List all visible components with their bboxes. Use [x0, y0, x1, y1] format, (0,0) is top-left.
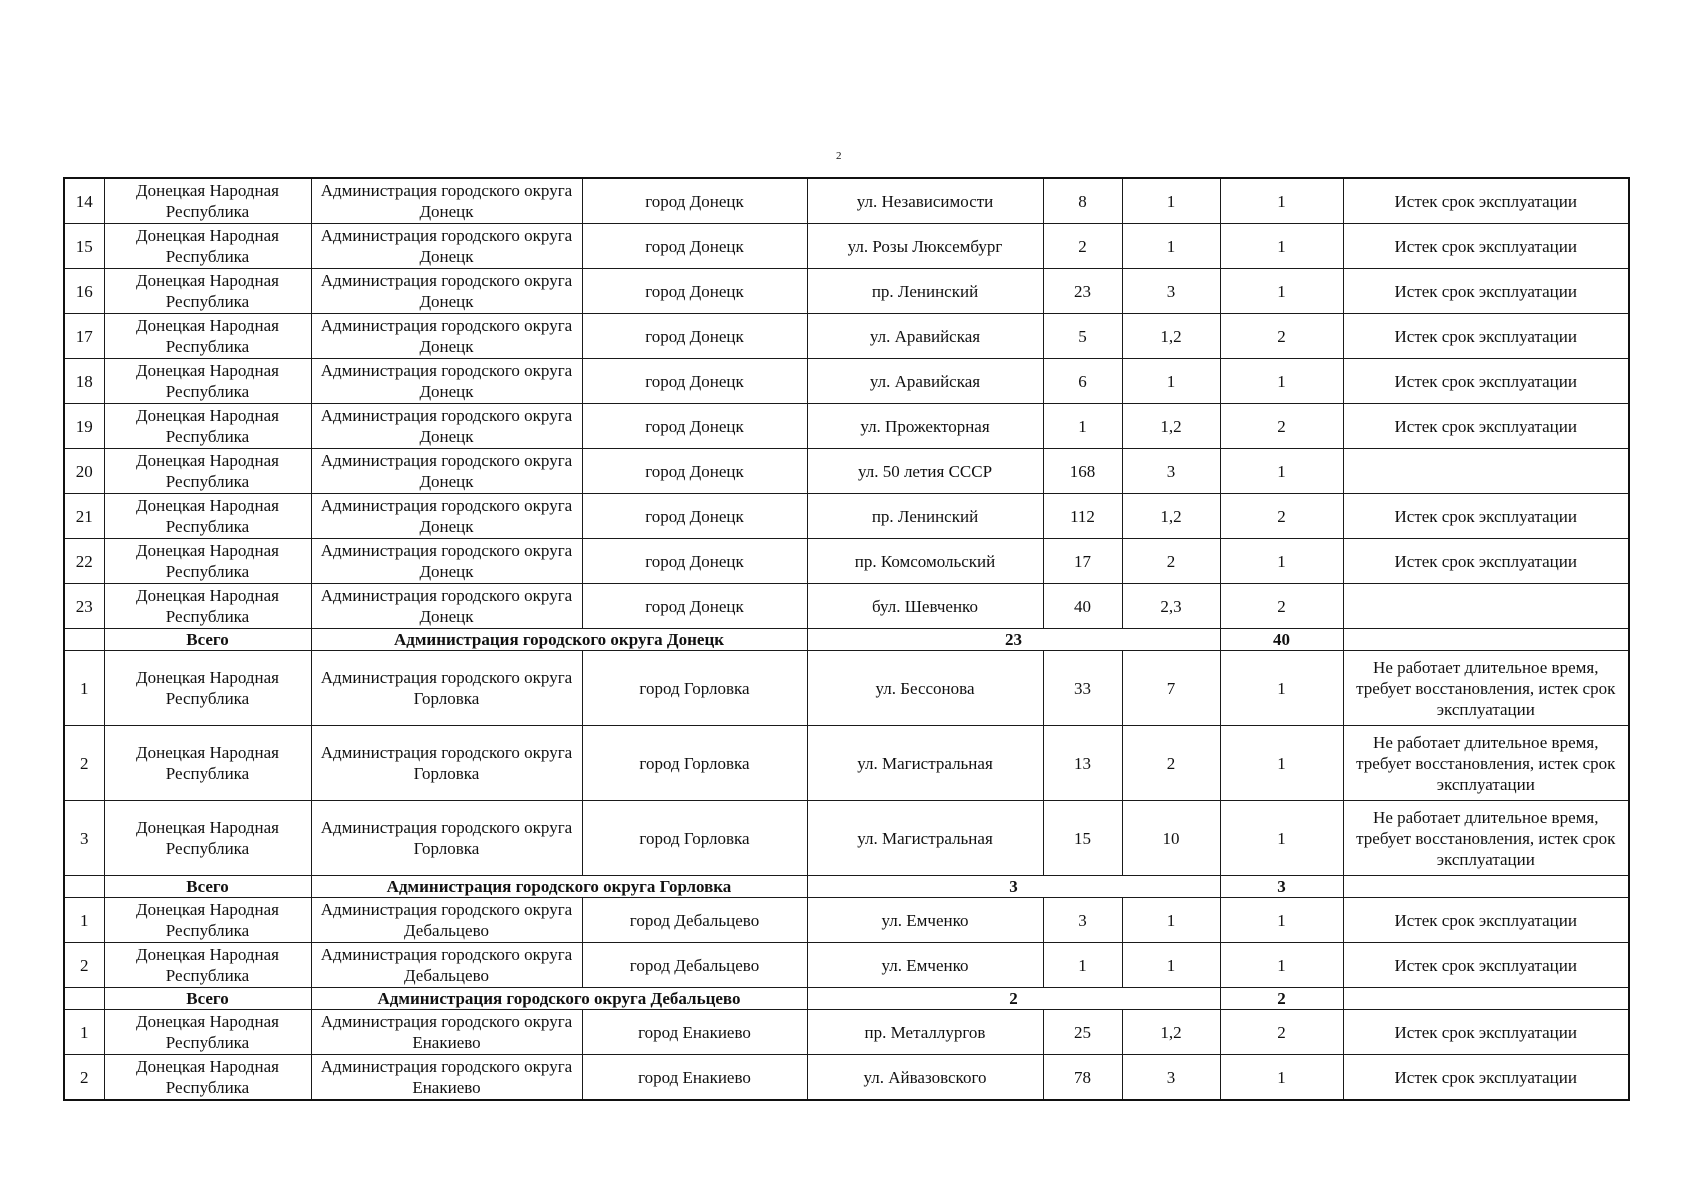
row-number: 14 [64, 178, 104, 224]
street-cell: ул. Независимости [807, 178, 1043, 224]
street-cell: ул. Магистральная [807, 726, 1043, 801]
table-row [64, 178, 1629, 224]
house-number-cell: 5 [1043, 314, 1122, 359]
note-cell: Истек срок эксплуатации [1343, 178, 1629, 224]
administration-cell: Администрация городского округа Горловка [311, 801, 582, 876]
total-row [64, 629, 1629, 651]
city-cell: город Дебальцево [582, 898, 807, 943]
house-number-cell: 15 [1043, 801, 1122, 876]
street-cell: ул. 50 летия СССР [807, 449, 1043, 494]
total-count: 40 [1220, 629, 1343, 651]
house-number-cell: 17 [1043, 539, 1122, 584]
entrance-cell: 2,3 [1122, 584, 1220, 629]
row-number: 16 [64, 269, 104, 314]
administration-cell: Администрация городского округа Донецк [311, 494, 582, 539]
street-cell: ул. Аравийская [807, 359, 1043, 404]
table-row [64, 314, 1629, 359]
total-blank-cell [64, 629, 104, 651]
row-number: 1 [64, 898, 104, 943]
elevator-count-cell: 1 [1220, 178, 1343, 224]
administration-cell: Администрация городского округа Донецк [311, 359, 582, 404]
house-number-cell: 13 [1043, 726, 1122, 801]
row-number: 2 [64, 1055, 104, 1101]
total-label: Всего [104, 876, 311, 898]
elevator-count-cell: 2 [1220, 584, 1343, 629]
elevator-count-cell: 2 [1220, 404, 1343, 449]
city-cell: город Донецк [582, 539, 807, 584]
entrance-cell: 7 [1122, 651, 1220, 726]
table-row [64, 539, 1629, 584]
row-number: 15 [64, 224, 104, 269]
row-number: 3 [64, 801, 104, 876]
row-number: 1 [64, 651, 104, 726]
street-cell: пр. Ленинский [807, 494, 1043, 539]
city-cell: город Донецк [582, 494, 807, 539]
street-cell: ул. Емченко [807, 898, 1043, 943]
total-admin: Администрация городского округа Донецк [311, 629, 807, 651]
street-cell: бул. Шевченко [807, 584, 1043, 629]
house-number-cell: 8 [1043, 178, 1122, 224]
elevator-registry-table [63, 177, 1630, 1101]
table-row [64, 943, 1629, 988]
administration-cell: Администрация городского округа Донецк [311, 314, 582, 359]
region-cell: Донецкая Народная Республика [104, 539, 311, 584]
region-cell: Донецкая Народная Республика [104, 1055, 311, 1101]
administration-cell: Администрация городского округа Горловка [311, 726, 582, 801]
elevator-count-cell: 1 [1220, 943, 1343, 988]
region-cell: Донецкая Народная Республика [104, 314, 311, 359]
city-cell: город Донецк [582, 449, 807, 494]
note-cell: Не работает длительное время, требует восстановления, истек срок эксплуатации [1343, 726, 1629, 801]
house-number-cell: 112 [1043, 494, 1122, 539]
region-cell: Донецкая Народная Республика [104, 178, 311, 224]
administration-cell: Администрация городского округа Горловка [311, 651, 582, 726]
elevator-count-cell: 1 [1220, 224, 1343, 269]
administration-cell: Администрация городского округа Донецк [311, 224, 582, 269]
total-label: Всего [104, 629, 311, 651]
city-cell: город Горловка [582, 801, 807, 876]
entrance-cell: 1,2 [1122, 494, 1220, 539]
city-cell: город Донецк [582, 584, 807, 629]
table-row [64, 359, 1629, 404]
note-cell: Истек срок эксплуатации [1343, 1010, 1629, 1055]
note-cell: Не работает длительное время, требует восстановления, истек срок эксплуатации [1343, 801, 1629, 876]
total-count: 2 [1220, 988, 1343, 1010]
table-row [64, 1055, 1629, 1101]
street-cell: ул. Айвазовского [807, 1055, 1043, 1101]
city-cell: город Донецк [582, 224, 807, 269]
total-admin: Администрация городского округа Горловка [311, 876, 807, 898]
entrance-cell: 3 [1122, 1055, 1220, 1101]
total-blank-cell [64, 876, 104, 898]
row-number: 23 [64, 584, 104, 629]
row-number: 19 [64, 404, 104, 449]
entrance-cell: 1 [1122, 178, 1220, 224]
house-number-cell: 6 [1043, 359, 1122, 404]
entrance-cell: 1 [1122, 943, 1220, 988]
table-row [64, 494, 1629, 539]
total-blank-cell [64, 988, 104, 1010]
administration-cell: Администрация городского округа Енакиево [311, 1010, 582, 1055]
region-cell: Донецкая Народная Республика [104, 943, 311, 988]
note-cell: Истек срок эксплуатации [1343, 314, 1629, 359]
house-number-cell: 1 [1043, 404, 1122, 449]
elevator-count-cell: 1 [1220, 1055, 1343, 1101]
house-number-cell: 78 [1043, 1055, 1122, 1101]
row-number: 20 [64, 449, 104, 494]
administration-cell: Администрация городского округа Донецк [311, 404, 582, 449]
note-cell: Истек срок эксплуатации [1343, 359, 1629, 404]
street-cell: ул. Розы Люксембург [807, 224, 1043, 269]
page-number: 2 [836, 150, 842, 162]
note-cell: Истек срок эксплуатации [1343, 494, 1629, 539]
note-cell: Истек срок эксплуатации [1343, 943, 1629, 988]
row-number: 21 [64, 494, 104, 539]
entrance-cell: 3 [1122, 449, 1220, 494]
table-row [64, 726, 1629, 801]
region-cell: Донецкая Народная Республика [104, 801, 311, 876]
entrance-cell: 3 [1122, 269, 1220, 314]
region-cell: Донецкая Народная Республика [104, 359, 311, 404]
table-row [64, 449, 1629, 494]
street-cell: ул. Прожекторная [807, 404, 1043, 449]
elevator-count-cell: 1 [1220, 539, 1343, 584]
city-cell: город Донецк [582, 359, 807, 404]
region-cell: Донецкая Народная Республика [104, 404, 311, 449]
city-cell: город Донецк [582, 404, 807, 449]
house-number-cell: 1 [1043, 943, 1122, 988]
house-number-cell: 23 [1043, 269, 1122, 314]
entrance-cell: 2 [1122, 726, 1220, 801]
house-number-cell: 3 [1043, 898, 1122, 943]
administration-cell: Администрация городского округа Дебальцево [311, 943, 582, 988]
note-cell: Истек срок эксплуатации [1343, 269, 1629, 314]
row-number: 2 [64, 943, 104, 988]
total-row [64, 988, 1629, 1010]
region-cell: Донецкая Народная Республика [104, 269, 311, 314]
city-cell: город Енакиево [582, 1055, 807, 1101]
table-row [64, 269, 1629, 314]
note-cell: Истек срок эксплуатации [1343, 404, 1629, 449]
elevator-count-cell: 2 [1220, 1010, 1343, 1055]
region-cell: Донецкая Народная Республика [104, 651, 311, 726]
house-number-cell: 40 [1043, 584, 1122, 629]
city-cell: город Горловка [582, 651, 807, 726]
total-note-blank [1343, 876, 1629, 898]
entrance-cell: 2 [1122, 539, 1220, 584]
region-cell: Донецкая Народная Республика [104, 898, 311, 943]
city-cell: город Донецк [582, 178, 807, 224]
total-admin: Администрация городского округа Дебальцево [311, 988, 807, 1010]
total-houses: 3 [807, 876, 1220, 898]
note-cell: Истек срок эксплуатации [1343, 539, 1629, 584]
note-cell: Истек срок эксплуатации [1343, 898, 1629, 943]
region-cell: Донецкая Народная Республика [104, 449, 311, 494]
total-count: 3 [1220, 876, 1343, 898]
table-row [64, 224, 1629, 269]
city-cell: город Донецк [582, 269, 807, 314]
street-cell: пр. Комсомольский [807, 539, 1043, 584]
region-cell: Донецкая Народная Республика [104, 584, 311, 629]
region-cell: Донецкая Народная Республика [104, 224, 311, 269]
administration-cell: Администрация городского округа Донецк [311, 269, 582, 314]
row-number: 2 [64, 726, 104, 801]
entrance-cell: 10 [1122, 801, 1220, 876]
administration-cell: Администрация городского округа Донецк [311, 584, 582, 629]
street-cell: пр. Ленинский [807, 269, 1043, 314]
note-cell: Не работает длительное время, требует восстановления, истек срок эксплуатации [1343, 651, 1629, 726]
row-number: 1 [64, 1010, 104, 1055]
street-cell: ул. Аравийская [807, 314, 1043, 359]
entrance-cell: 1,2 [1122, 1010, 1220, 1055]
entrance-cell: 1 [1122, 359, 1220, 404]
note-cell [1343, 449, 1629, 494]
total-row [64, 876, 1629, 898]
entrance-cell: 1 [1122, 224, 1220, 269]
region-cell: Донецкая Народная Республика [104, 726, 311, 801]
house-number-cell: 33 [1043, 651, 1122, 726]
table-row [64, 898, 1629, 943]
row-number: 17 [64, 314, 104, 359]
street-cell: ул. Бессонова [807, 651, 1043, 726]
note-cell: Истек срок эксплуатации [1343, 224, 1629, 269]
total-label: Всего [104, 988, 311, 1010]
table-row [64, 651, 1629, 726]
administration-cell: Администрация городского округа Донецк [311, 539, 582, 584]
elevator-count-cell: 2 [1220, 314, 1343, 359]
house-number-cell: 25 [1043, 1010, 1122, 1055]
elevator-count-cell: 1 [1220, 449, 1343, 494]
total-houses: 23 [807, 629, 1220, 651]
note-cell: Истек срок эксплуатации [1343, 1055, 1629, 1101]
elevator-count-cell: 1 [1220, 359, 1343, 404]
elevator-count-cell: 1 [1220, 801, 1343, 876]
house-number-cell: 2 [1043, 224, 1122, 269]
elevator-count-cell: 1 [1220, 898, 1343, 943]
entrance-cell: 1,2 [1122, 404, 1220, 449]
elevator-count-cell: 1 [1220, 651, 1343, 726]
administration-cell: Администрация городского округа Дебальцево [311, 898, 582, 943]
note-cell [1343, 584, 1629, 629]
city-cell: город Донецк [582, 314, 807, 359]
city-cell: город Горловка [582, 726, 807, 801]
elevator-count-cell: 1 [1220, 726, 1343, 801]
region-cell: Донецкая Народная Республика [104, 1010, 311, 1055]
row-number: 22 [64, 539, 104, 584]
administration-cell: Администрация городского округа Донецк [311, 449, 582, 494]
street-cell: ул. Магистральная [807, 801, 1043, 876]
table-row [64, 1010, 1629, 1055]
total-note-blank [1343, 988, 1629, 1010]
street-cell: ул. Емченко [807, 943, 1043, 988]
elevator-count-cell: 1 [1220, 269, 1343, 314]
entrance-cell: 1 [1122, 898, 1220, 943]
street-cell: пр. Металлургов [807, 1010, 1043, 1055]
table-row [64, 404, 1629, 449]
administration-cell: Администрация городского округа Донецк [311, 178, 582, 224]
elevator-count-cell: 2 [1220, 494, 1343, 539]
administration-cell: Администрация городского округа Енакиево [311, 1055, 582, 1101]
total-houses: 2 [807, 988, 1220, 1010]
entrance-cell: 1,2 [1122, 314, 1220, 359]
table-row [64, 584, 1629, 629]
region-cell: Донецкая Народная Республика [104, 494, 311, 539]
table-row [64, 801, 1629, 876]
house-number-cell: 168 [1043, 449, 1122, 494]
row-number: 18 [64, 359, 104, 404]
total-note-blank [1343, 629, 1629, 651]
city-cell: город Дебальцево [582, 943, 807, 988]
city-cell: город Енакиево [582, 1010, 807, 1055]
